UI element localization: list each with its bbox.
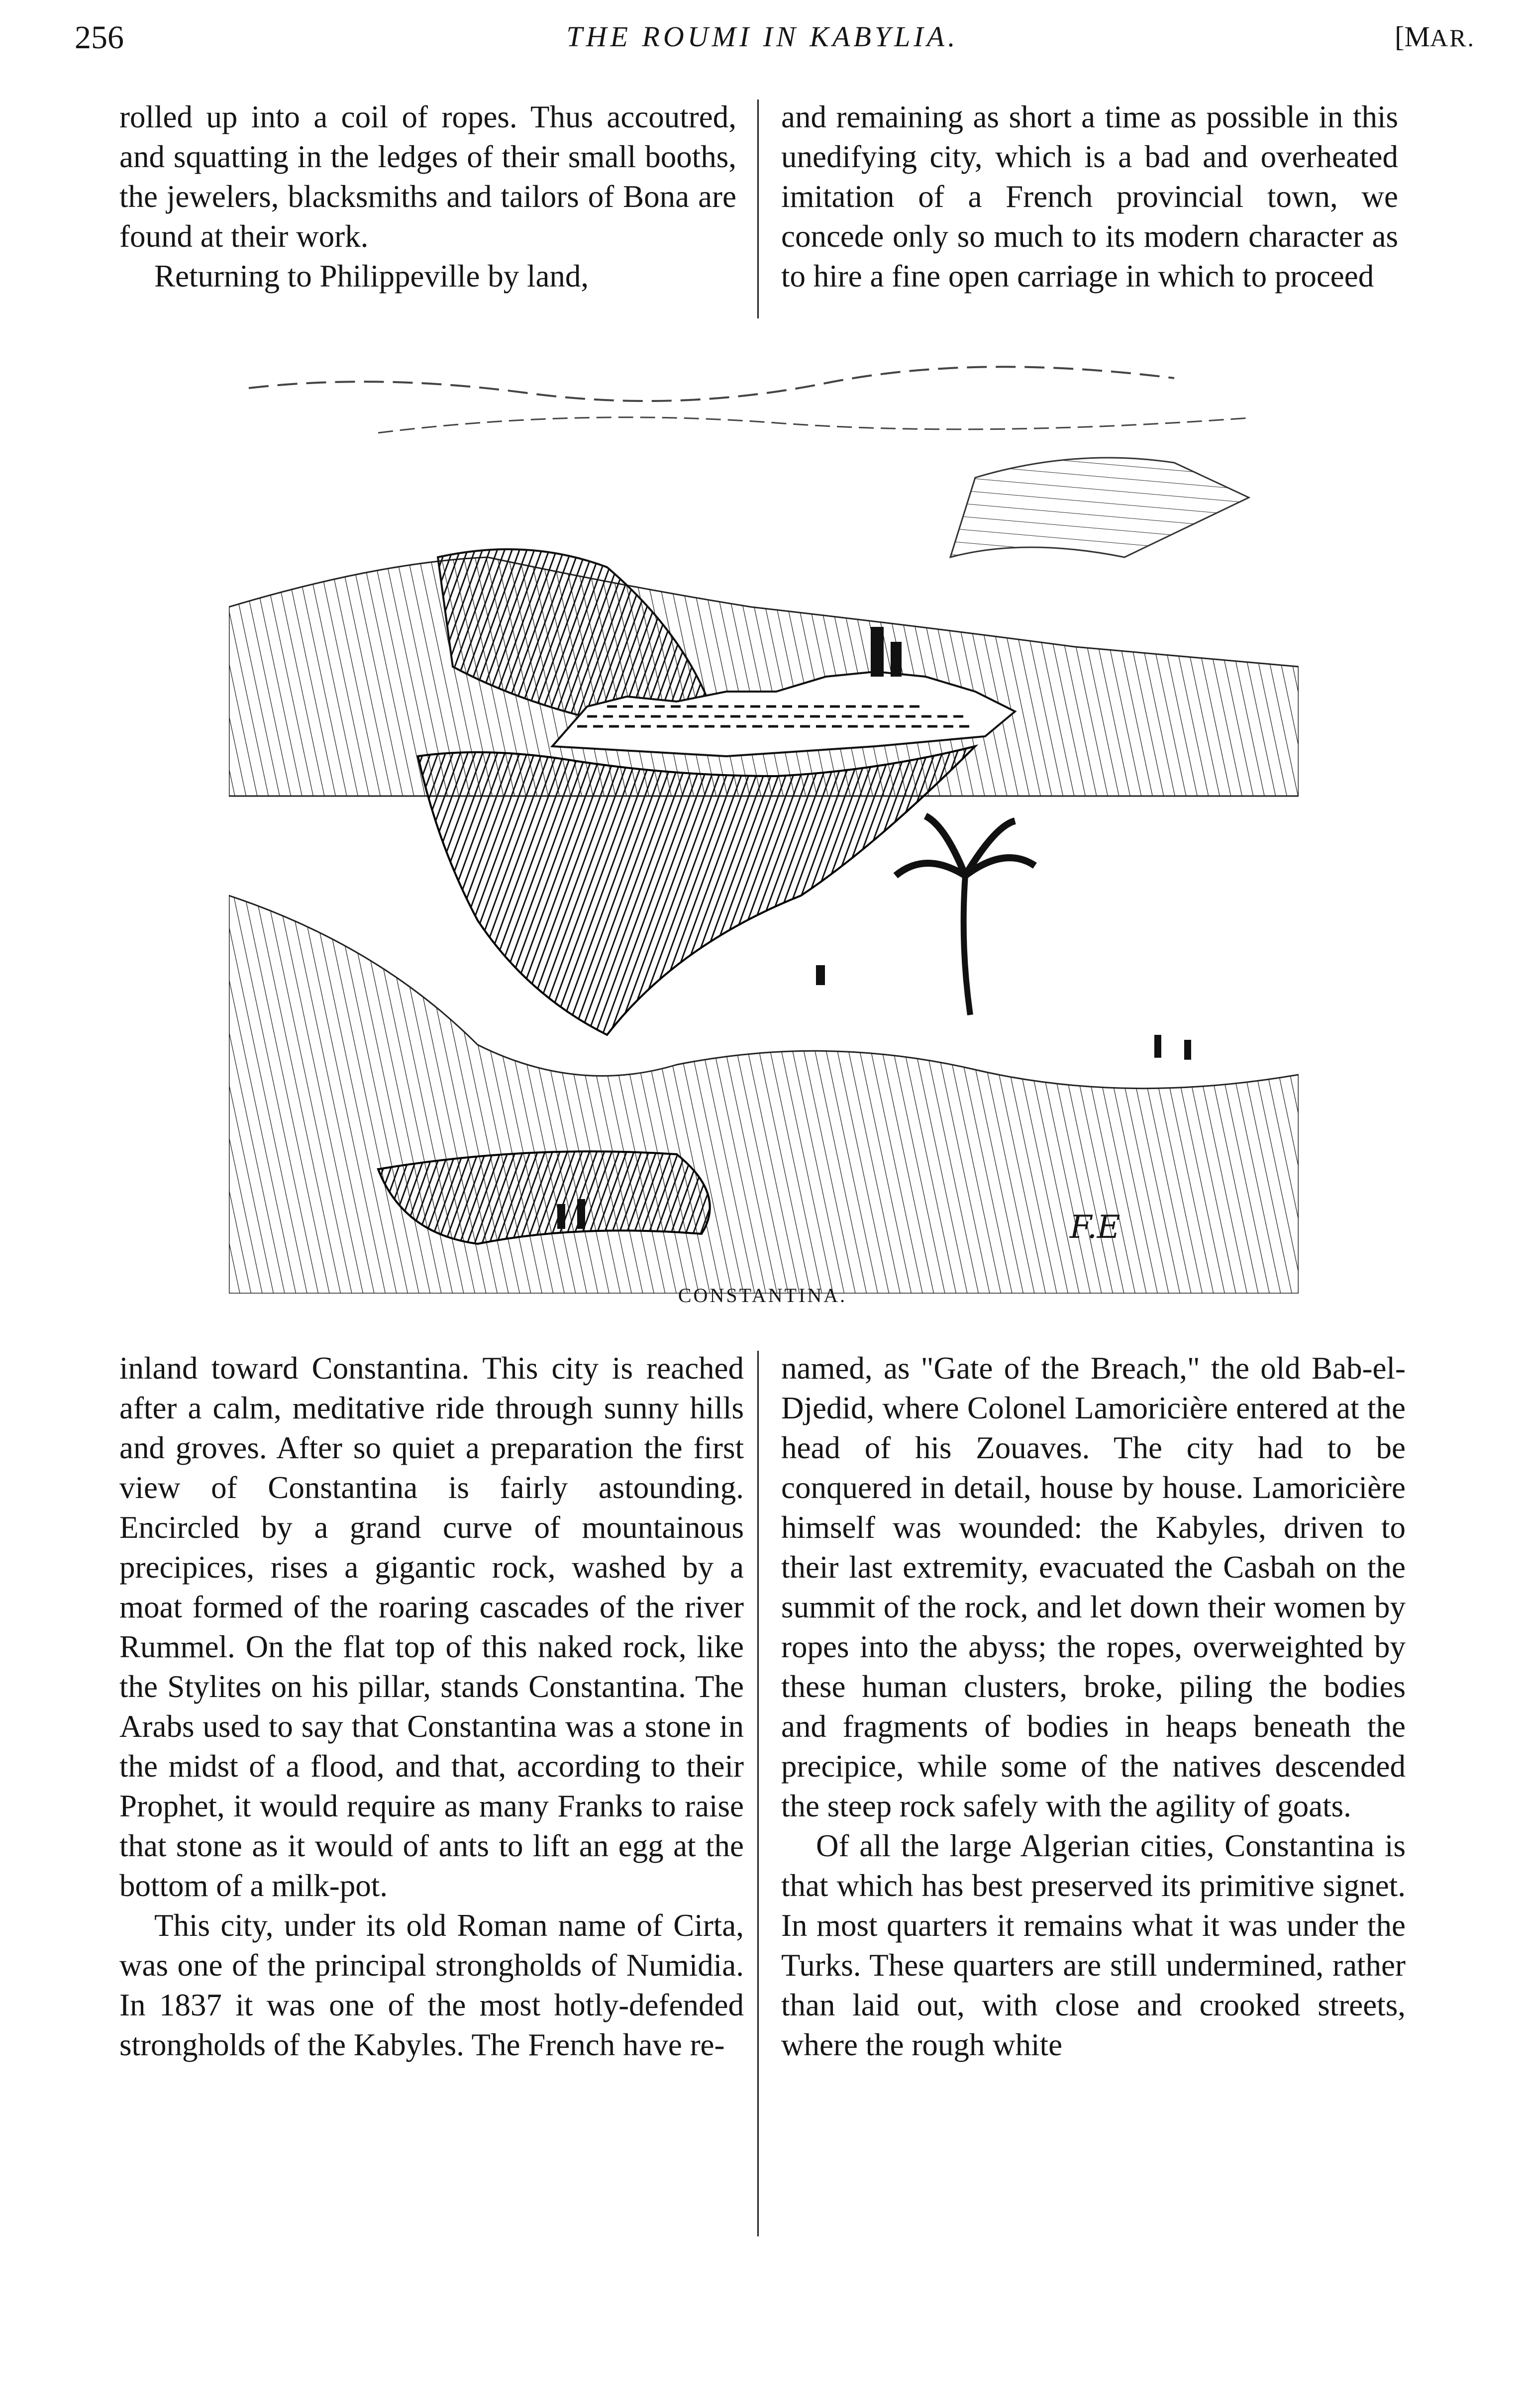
paragraph: named, as "Gate of the Breach," the old Bab-el-Djedid, where Colonel Lamoricière entered at the head of his Zouaves. The city had to be conquered in detail, house by house. Lamoricière himself was wounded: the Kabyles, driven to their last extremity, evacuated the Casbah on the summit of the rock, and let down their women by ropes into the abyss; the ropes, overweighted by these human clusters, broke, piling the bodies and fragments of bodies in heaps beneath the precipice, while some of the natives descended the steep rock safely with the agility of goats. [781, 1351, 1406, 1823]
paragraph: Of all the large Algerian cities, Constantina is that which has best preserved its primitive signet. In most quarters it remains what it was under the Turks. These quarters are still undermined, rather than laid out, with close and crooked streets, where the rough white [781, 1828, 1406, 2062]
paragraph: Returning to Philippeville by land, [154, 259, 589, 294]
paragraph: and remaining as short a time as possible in this unedifying city, which is a bad and overheated imitation of a French provincial town, we concede only so much to its modern character as to hire a fine open carriage in which to proceed [781, 100, 1398, 294]
paragraph: inland toward Constantina. This city is reached after a calm, meditative ride through sunny hills and groves. After so quiet a preparation the first view of Constantina is fairly astounding. Encircled by a grand curve of mountainous precipices, rises a gigantic rock, washed by a moat formed of the roaring cascades of the river Rummel. On the flat top of this naked rock, like the Stylites on his pillar, stands Constantina. The Arabs used to say that Constantina was a stone in the midst of a flood, and that, according to their Prophet, it would require as many Franks to raise that stone as it would of ants to lift an egg at the bottom of a milk-pot. [119, 1351, 744, 1903]
paragraph: rolled up into a coil of ropes. Thus accoutred, and squatting in the ledges of their small booths, the jewelers, blacksmiths and tailors of Bona are found at their work. [119, 100, 736, 254]
bottom-right-column [781, 1348, 1406, 2065]
column-rule [757, 1351, 759, 2236]
illustration-caption: CONSTANTINA. [678, 1284, 847, 1306]
top-left-column [119, 97, 736, 296]
top-right-column [781, 97, 1398, 296]
paragraph: This city, under its old Roman name of Cirta, was one of the principal strongholds of Numidia. In 1837 it was one of the most hotly-defended strongholds of the Kabyles. The French have re- [119, 1908, 744, 2062]
running-title: THE ROUMI IN KABYLIA. [566, 20, 959, 53]
column-rule [757, 100, 759, 318]
page-number: 256 [75, 19, 124, 56]
running-header [0, 0, 1525, 70]
month-label: [MAR. [1395, 20, 1475, 53]
engraver-signature: F.E [1070, 1209, 1120, 1246]
constantina-engraving [229, 348, 1299, 1294]
bottom-left-column [119, 1348, 744, 2065]
